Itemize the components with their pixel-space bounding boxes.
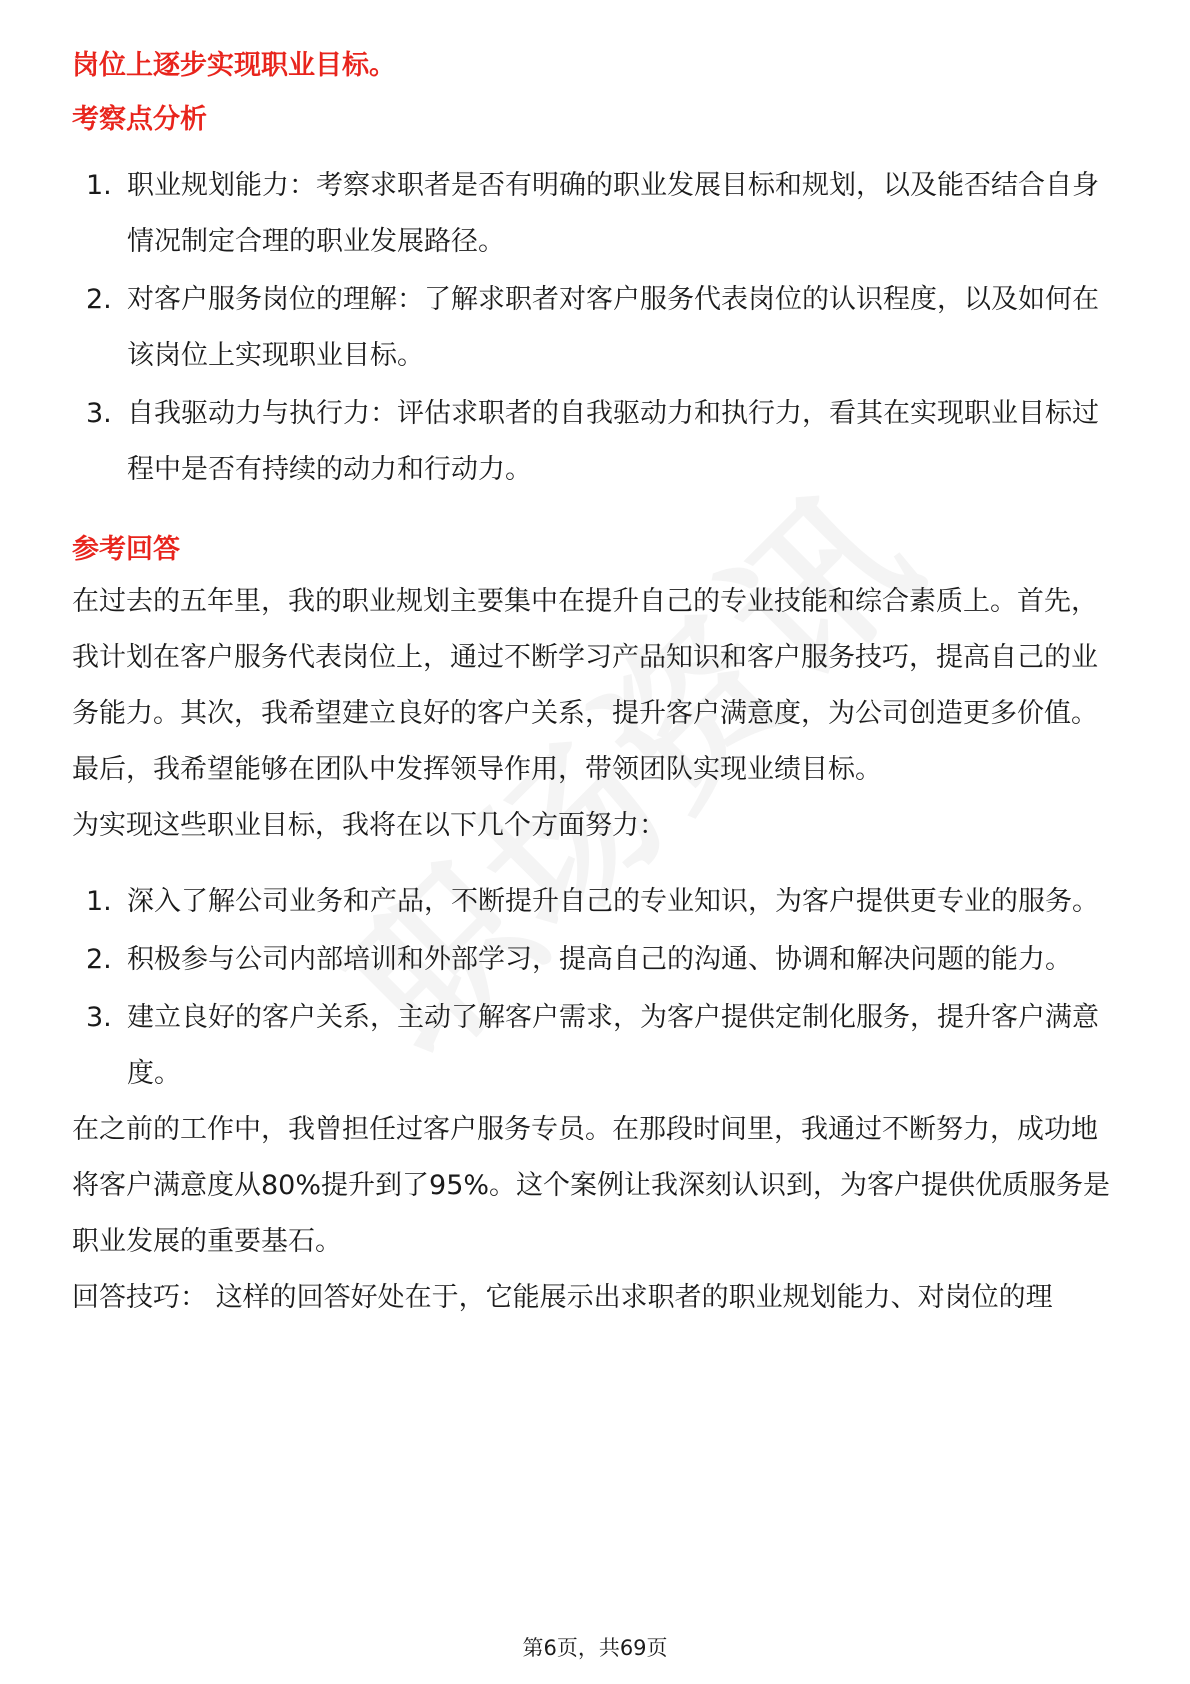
page-content [72, 42, 1118, 1326]
answer-heading: 参考回答 [72, 534, 180, 565]
answer-tips-paragraph: 回答技巧： 这样的回答好处在于，它能展示出求职者的职业规划能力、对岗位的理 [72, 1282, 1053, 1313]
list-item [72, 932, 1118, 988]
list-item-text: 积极参与公司内部培训和外部学习，提高自己的沟通、协调和解决问题的能力。 [127, 944, 1072, 975]
page-number-footer: 第6页，共69页 [522, 1636, 668, 1660]
list-item-number: 1. [86, 170, 112, 201]
list-item-number: 2. [86, 284, 112, 315]
answer-paragraph-1: 在过去的五年里，我的职业规划主要集中在提升自己的专业技能和综合素质上。首先，我计划在客户服务代表岗位上，通过不断学习产品知识和客户服务技巧，提高自己的业务能力。其次，我希望建立良好的客户关系，提升客户满意度，为公司创造更多价值。最后，我希望能够在团队中发挥领导作用，带领团队实现业绩目标。 [72, 586, 1098, 785]
list-item [72, 272, 1118, 384]
list-item-number: 2. [86, 944, 112, 975]
list-item [72, 386, 1118, 498]
list-item-text: 深入了解公司业务和产品，不断提升自己的专业知识，为客户提供更专业的服务。 [127, 886, 1099, 917]
answer-list [72, 874, 1118, 1102]
answer-paragraph-3: 在之前的工作中，我曾担任过客户服务专员。在那段时间里，我通过不断努力，成功地将客户满意度从80%提升到了95%。这个案例让我深刻认识到，为客户提供优质服务是职业发展的重要基石。 [72, 1114, 1111, 1257]
analysis-list [72, 158, 1118, 498]
list-item-number: 3. [86, 1002, 112, 1033]
analysis-heading: 考察点分析 [72, 104, 207, 135]
answer-paragraph-2: 为实现这些职业目标，我将在以下几个方面努力： [72, 810, 666, 841]
lead-text: 岗位上逐步实现职业目标。 [72, 50, 396, 81]
list-item [72, 158, 1118, 270]
list-item-text: 对客户服务岗位的理解：了解求职者对客户服务代表岗位的认识程度，以及如何在该岗位上实现职业目标。 [127, 284, 1099, 371]
list-item-text: 自我驱动力与执行力：评估求职者的自我驱动力和执行力，看其在实现职业目标过程中是否有持续的动力和行动力。 [127, 398, 1099, 485]
list-item-text: 职业规划能力：考察求职者是否有明确的职业发展目标和规划，以及能否结合自身情况制定合理的职业发展路径。 [127, 170, 1099, 257]
list-item [72, 874, 1118, 930]
list-item [72, 990, 1118, 1102]
list-item-number: 1. [86, 886, 112, 917]
list-item-text: 建立良好的客户关系，主动了解客户需求，为客户提供定制化服务，提升客户满意度。 [127, 1002, 1099, 1089]
list-item-number: 3. [86, 398, 112, 429]
